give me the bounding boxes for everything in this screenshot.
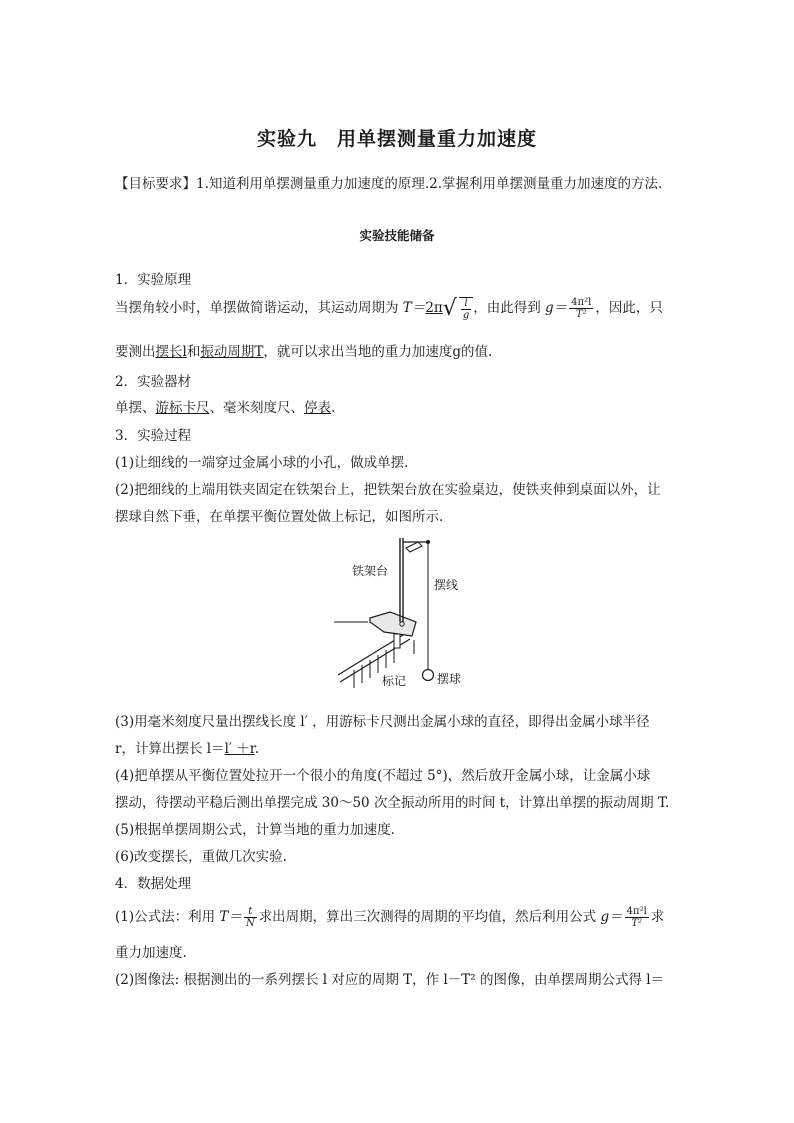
- method-1-text-b: 求出周期，算出三次测得的周期的平均值，然后利用公式: [258, 909, 597, 925]
- g-formula-lhs: g＝: [545, 300, 568, 316]
- equipment-text-c: .: [331, 400, 336, 416]
- page-title: 实验九 用单摆测量重力加速度: [256, 128, 537, 150]
- pendulum-diagram: [338, 530, 478, 690]
- label-stand: 铁架台: [352, 564, 389, 578]
- t-numerator: t: [244, 906, 257, 918]
- procedure-step-4a: (4)把单摆从平衡位置处拉开一个很小的角度(不超过 5°)，然后放开金属小球，让金属小球: [115, 768, 651, 784]
- principle-line-2: [115, 340, 492, 360]
- stopwatch-term: 停表: [304, 400, 331, 416]
- sqrt-numerator: l: [461, 298, 471, 310]
- method-1-line-2: 重力加速度.: [115, 945, 187, 961]
- pendulum-figure: [338, 530, 478, 690]
- procedure-step-1: (1)让细线的一端穿过金属小球的小孔，做成单摆.: [115, 455, 409, 471]
- period-term: 振动周期T: [200, 344, 264, 360]
- vernier-caliper-term: 游标卡尺: [155, 400, 210, 416]
- method-2-line: (2)图像法: 根据测出的一系列摆长 l 对应的周期 T，作 l－T² 的图像，由单摆周期公式得 l＝: [115, 972, 665, 988]
- sqrt-fraction: [461, 298, 471, 321]
- sqrt-denominator: g: [462, 309, 470, 321]
- sqrt-sign-icon: √: [442, 295, 457, 321]
- iron-clamp: [406, 542, 422, 552]
- method-1-g-lhs: g＝: [600, 909, 623, 925]
- t-over-n-fraction: [244, 906, 257, 929]
- pendulum-length-term: 摆长l: [155, 344, 187, 360]
- label-bob: 摆球: [437, 672, 462, 686]
- stand-base: [370, 612, 416, 636]
- method-1-g-numerator: 4π²l: [626, 906, 647, 917]
- goal-line: [115, 172, 662, 192]
- method-1-g-fraction: [625, 906, 649, 929]
- section-title: 实验技能储备: [359, 228, 435, 243]
- sqrt-body: [459, 297, 473, 321]
- heading-procedure: 3．实验过程: [115, 428, 192, 444]
- method-1-g-denominator: T²: [631, 918, 643, 929]
- g-numerator: 4π²l: [571, 297, 592, 308]
- principle-text-b: ，由此得到: [473, 300, 541, 316]
- g-fraction: [569, 297, 593, 320]
- principle-text-a: 当摆角较小时，单摆做简谐运动，其运动周期为: [115, 300, 399, 316]
- step-3b-post: .: [254, 741, 260, 757]
- method-1-line: [115, 905, 664, 929]
- procedure-step-4b: 摆动，待摆动平稳后测出单摆完成 30～50 次全振动所用的时间 t，计算出单摆的振动周期 T.: [115, 795, 670, 811]
- principle-line-1: [115, 296, 663, 321]
- n-denominator: N: [245, 918, 255, 929]
- procedure-step-3a: (3)用毫米刻度尺量出摆线长度 l′ ，用游标卡尺测出金属小球的直径，即得出金属小球半径: [115, 714, 650, 730]
- label-mark: 标记: [382, 674, 407, 688]
- procedure-step-5: (5)根据单摆周期公式，计算当地的重力加速度.: [115, 822, 395, 838]
- principle-text-c: ，因此，只: [595, 300, 663, 316]
- heading-principle: 1．实验原理: [115, 272, 192, 288]
- step-3b-pre: r，计算出摆长 l＝: [115, 741, 225, 757]
- two-pi: 2π: [425, 300, 443, 316]
- heading-equipment: 2．实验器材: [115, 374, 192, 390]
- equipment-line: [115, 396, 335, 416]
- principle-text-f: ，就可以求出当地的重力加速度g的值.: [263, 344, 493, 360]
- equipment-text-b: 、毫米刻度尺、: [209, 400, 304, 416]
- procedure-step-2a: (2)把细线的上端用铁夹固定在铁架台上，把铁架台放在实验桌边，使铁夹伸到桌面以外，让: [115, 482, 661, 498]
- equipment-text-a: 单摆、: [115, 400, 156, 416]
- heading-data-processing: 4．数据处理: [115, 876, 192, 892]
- pendulum-bob: [423, 670, 434, 681]
- g-denominator: T²: [575, 309, 587, 320]
- method-1-text-a: (1)公式法：利用: [115, 909, 216, 925]
- principle-text-e: 和: [186, 344, 201, 360]
- label-string: 摆线: [434, 578, 459, 592]
- procedure-step-3b: [115, 737, 259, 757]
- principle-text-d: 要测出: [115, 344, 156, 360]
- method-1-T-lhs: T＝: [219, 909, 242, 925]
- method-1-text-c: 求: [650, 909, 665, 925]
- length-formula: l′ ＋r: [224, 741, 255, 757]
- goal-text: 1.知道利用单摆测量重力加速度的原理.2.掌握利用单摆测量重力加速度的方法.: [196, 176, 663, 192]
- period-formula-lhs: T＝: [402, 300, 426, 316]
- table-clamp: [394, 634, 400, 648]
- goal-label: 【目标要求】: [115, 176, 196, 192]
- procedure-step-6: (6)改变摆长，重做几次实验.: [115, 849, 287, 865]
- procedure-step-2b: 摆球自然下垂，在单摆平衡位置处做上标记，如图所示.: [115, 509, 444, 525]
